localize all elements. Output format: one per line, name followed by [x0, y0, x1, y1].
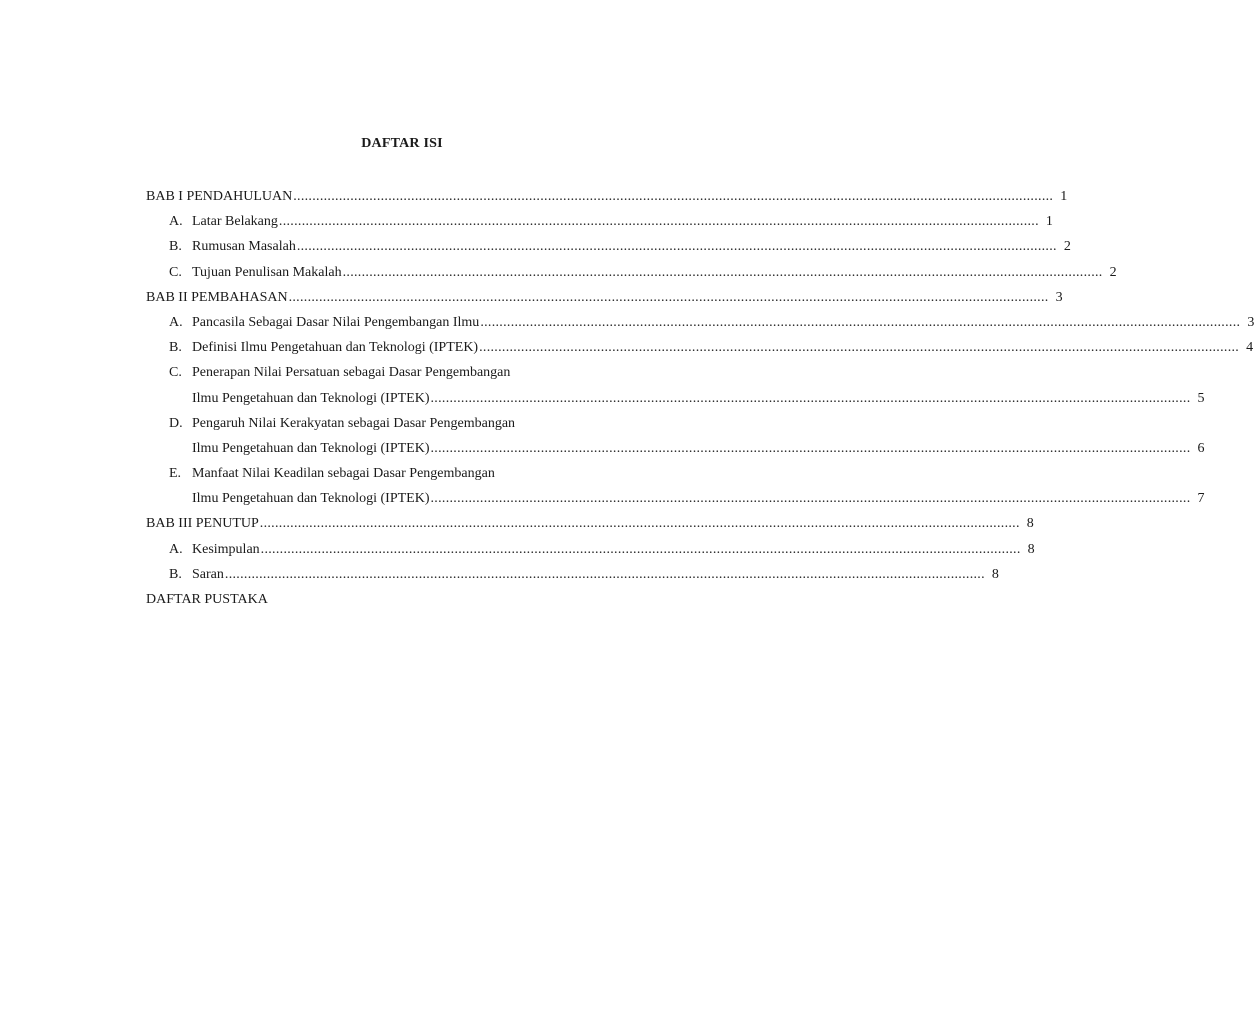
- toc-entry-marker: B.: [169, 239, 182, 255]
- toc-dot-leader: ........................................................................................................................................................................................................: [480, 314, 1241, 330]
- toc-entry-page-number: 3: [1247, 314, 1254, 330]
- toc-entry: [146, 587, 634, 612]
- toc-entry-label: Ilmu Pengetahuan dan Teknologi (IPTEK): [192, 440, 430, 456]
- toc-entry-label: Kesimpulan: [192, 541, 260, 557]
- toc-entry-page-number: 5: [1197, 390, 1205, 406]
- toc-entry: [146, 436, 1205, 461]
- toc-entry-page-number: 8: [991, 566, 999, 582]
- toc-entry-page-number: 3: [1055, 289, 1063, 305]
- toc-dot-leader: ........................................................................................................................................................................................................: [430, 491, 1191, 507]
- toc-entry-marker: A.: [169, 314, 183, 330]
- toc-entry: [146, 260, 1117, 285]
- toc-dot-leader: ........................................................................................................................................................................................................: [293, 189, 1054, 204]
- toc-entry-page-number: 8: [1027, 541, 1035, 557]
- toc-entry-page-number: 6: [1197, 440, 1205, 456]
- toc-entry-page-number: 7: [1197, 491, 1205, 507]
- toc-entry: [146, 461, 634, 486]
- toc-dot-leader: ........................................................................................................................................................................................................: [430, 390, 1191, 406]
- toc-entry: [146, 537, 1035, 562]
- toc-entry-marker: E.: [169, 466, 182, 482]
- toc-entry-page-number: 1: [1045, 214, 1053, 230]
- toc-dot-leader: ........................................................................................................................................................................................................: [288, 289, 1049, 305]
- toc-entry-label: Ilmu Pengetahuan dan Teknologi (IPTEK): [192, 390, 430, 406]
- toc-entry: [146, 562, 999, 587]
- toc-entry-page-number: 2: [1109, 264, 1117, 280]
- toc-dot-leader: ........................................................................................................................................................................................................: [296, 239, 1057, 255]
- toc-entry-marker: D.: [169, 415, 183, 431]
- toc-entry-page-number: 1: [1060, 189, 1068, 204]
- toc-entry-marker: C.: [169, 264, 182, 280]
- toc-entry-label: Rumusan Masalah: [192, 239, 296, 255]
- toc-entry: [146, 285, 1063, 310]
- toc-entry-label: Saran: [192, 566, 224, 582]
- toc-dot-leader: ........................................................................................................................................................................................................: [342, 264, 1103, 280]
- toc-entry-page-number: 4: [1246, 340, 1254, 356]
- toc-entry: [146, 310, 1254, 335]
- toc-dot-leader: ........................................................................................................................................................................................................: [479, 340, 1240, 356]
- toc-entry-label: Pancasila Sebagai Dasar Nilai Pengembangan Ilmu: [192, 314, 480, 330]
- toc-entry-page-number: 2: [1063, 239, 1071, 255]
- toc-entry: [146, 411, 634, 436]
- toc-entry: [146, 386, 1205, 411]
- toc-entry-label: BAB III PENUTUP: [146, 516, 259, 532]
- toc-entry-label: Penerapan Nilai Persatuan sebagai Dasar Pengembangan: [192, 365, 511, 381]
- toc-entry-label: BAB I PENDAHULUAN: [146, 189, 293, 204]
- toc-dot-leader: ........................................................................................................................................................................................................: [224, 566, 985, 582]
- toc-entry-marker: B.: [169, 566, 182, 582]
- toc-entry-marker: B.: [169, 340, 182, 356]
- toc-dot-leader: ........................................................................................................................................................................................................: [430, 440, 1191, 456]
- toc-entry: [146, 234, 1071, 259]
- toc-entry-marker: C.: [169, 365, 182, 381]
- toc-entry: [146, 184, 1068, 209]
- toc-entry-label: Manfaat Nilai Keadilan sebagai Dasar Pengembangan: [192, 466, 495, 482]
- toc-entry: [146, 335, 1254, 360]
- table-of-contents: [146, 184, 1254, 612]
- toc-entry-marker: A.: [169, 541, 183, 557]
- toc-entry: [146, 209, 1053, 234]
- toc-dot-leader: ........................................................................................................................................................................................................: [259, 516, 1020, 532]
- toc-dot-leader: ........................................................................................................................................................................................................: [278, 214, 1039, 230]
- toc-dot-leader: ........................................................................................................................................................................................................: [260, 541, 1021, 557]
- toc-entry-marker: A.: [169, 214, 183, 230]
- toc-entry-label: Pengaruh Nilai Kerakyatan sebagai Dasar Pengembangan: [192, 415, 516, 431]
- toc-entry-label: Tujuan Penulisan Makalah: [192, 264, 342, 280]
- toc-entry: [146, 511, 1034, 536]
- toc-entry: [146, 486, 1205, 511]
- toc-entry-label: Ilmu Pengetahuan dan Teknologi (IPTEK): [192, 491, 430, 507]
- toc-entry-label: BAB II PEMBAHASAN: [146, 289, 288, 305]
- toc-entry-label: DAFTAR PUSTAKA: [146, 592, 268, 607]
- toc-entry-label: Definisi Ilmu Pengetahuan dan Teknologi (IPTEK): [192, 340, 479, 356]
- page-title: DAFTAR ISI: [361, 136, 443, 151]
- toc-entry-label: Latar Belakang: [192, 214, 278, 230]
- toc-entry-page-number: 8: [1026, 516, 1034, 532]
- toc-entry: [146, 360, 634, 385]
